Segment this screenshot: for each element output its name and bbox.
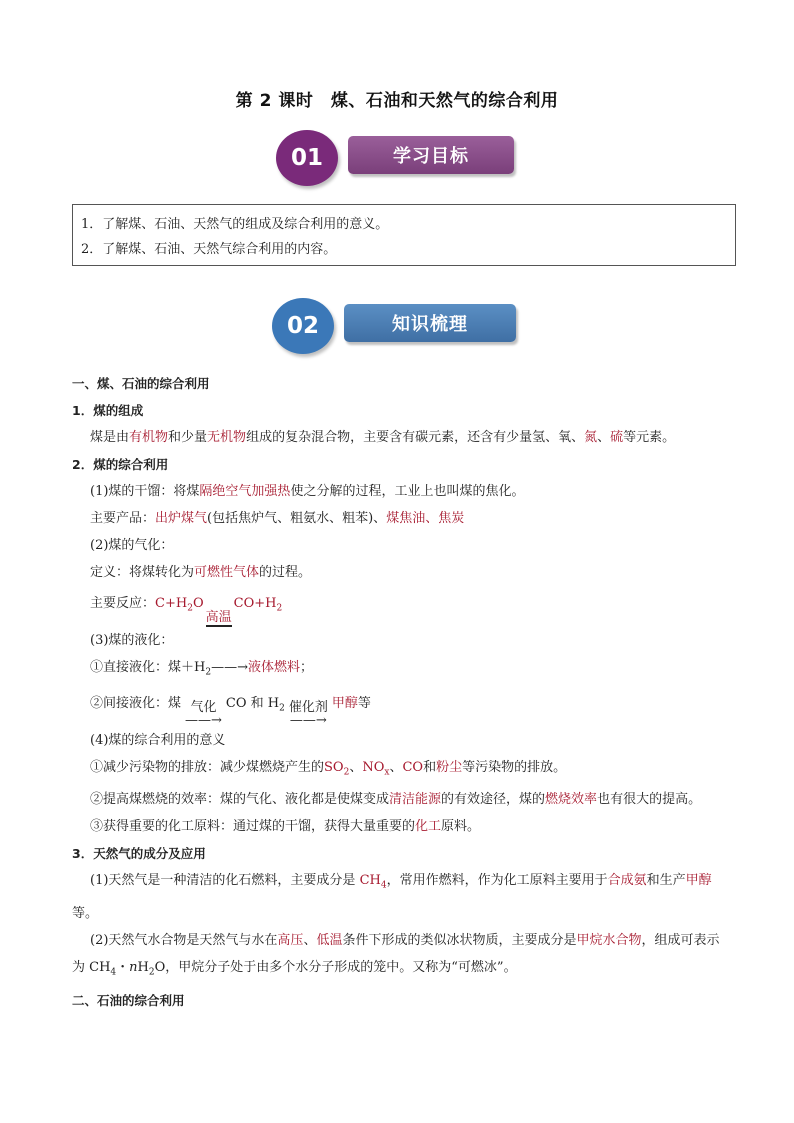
- direct-liquefaction: ①直接液化：煤$+H_2——\to$液体燃料；: [90, 659, 314, 678]
- meaning-raw-materials: ③获得重要的化工原料：通过煤的干馏，获得大量重要的化工原料。: [90, 819, 481, 835]
- meaning-reduce-pollution: ①减少污染物的排放：减少煤燃烧产生的$SO_2$、$NO_x$、CO和粉尘等污染物的排放。: [90, 759, 567, 778]
- page-title: 第 2 课时 煤、石油和天然气的综合利用: [235, 91, 559, 111]
- heading-coal-use: 2．煤的综合利用: [72, 457, 169, 472]
- section-number: 01: [276, 130, 338, 186]
- learning-goals-box: [72, 204, 736, 266]
- coal-gasification: (2)煤的气化：: [90, 538, 174, 553]
- section-label: 知识梳理: [344, 304, 516, 342]
- gas-hydrate-text: (2)天然气水合物是天然气与水在高压、低温条件下形成的类似冰状物质，主要成分是甲烷水合物，组成可表示为 $CH_4$・$nH_2O$，甲烷分子处于由多个水分子形成的笼中。又称为“可燃冰”。: [72, 932, 720, 978]
- gasification-definition: 定义：将煤转化为可燃性气体的过程。: [90, 565, 312, 580]
- utilization-meaning: (4)煤的综合利用的意义: [90, 732, 226, 748]
- section-number: 02: [272, 298, 334, 354]
- indirect-liquefaction: ②间接液化：煤 气化 ——→ CO 和 $H_2$ 催化剂 ——→ 甲醇等: [90, 696, 371, 728]
- coal-products: 主要产品：出炉煤气(包括焦炉气、粗氨水、粗苯)、煤焦油、焦炭: [90, 511, 465, 526]
- main-reaction: 主要反应：$C+H_2O$ 高温 $CO+H_2$: [90, 596, 283, 625]
- heading-natural-gas: 3．天然气的成分及应用: [72, 846, 206, 862]
- heading-coal-composition: 1．煤的组成: [72, 403, 144, 418]
- natural-gas-text: (1)天然气是一种清洁的化石燃料，主要成分是 $CH_4$，常用作燃料，作为化工原料主要用于合成氨和生产甲醇等。: [72, 873, 712, 921]
- coal-composition-text: 煤是由有机物和少量无机物组成的复杂混合物，主要含有碳元素，还含有少量氢、氧、氮、硫等元素。: [90, 430, 676, 445]
- heading-coal-oil: 一、煤、石油的综合利用: [72, 376, 210, 391]
- heading-oil: 二、石油的综合利用: [72, 992, 185, 1008]
- goal-item: 1．了解煤、石油、天然气的组成及综合利用的意义。: [81, 217, 389, 232]
- coal-liquefaction: (3)煤的液化：: [90, 632, 174, 648]
- meaning-efficiency: ②提高煤燃烧的效率：煤的气化、液化都是使煤变成清洁能源的有效途径，煤的燃烧效率也有很大的提高。: [90, 792, 702, 808]
- section-label: 学习目标: [348, 136, 514, 174]
- goal-item: 2．了解煤、石油、天然气综合利用的内容。: [81, 242, 337, 257]
- coal-distillation: (1)煤的干馏：将煤隔绝空气加强热使之分解的过程，工业上也叫煤的焦化。: [90, 484, 525, 499]
- knowledge-content: [72, 370, 732, 1014]
